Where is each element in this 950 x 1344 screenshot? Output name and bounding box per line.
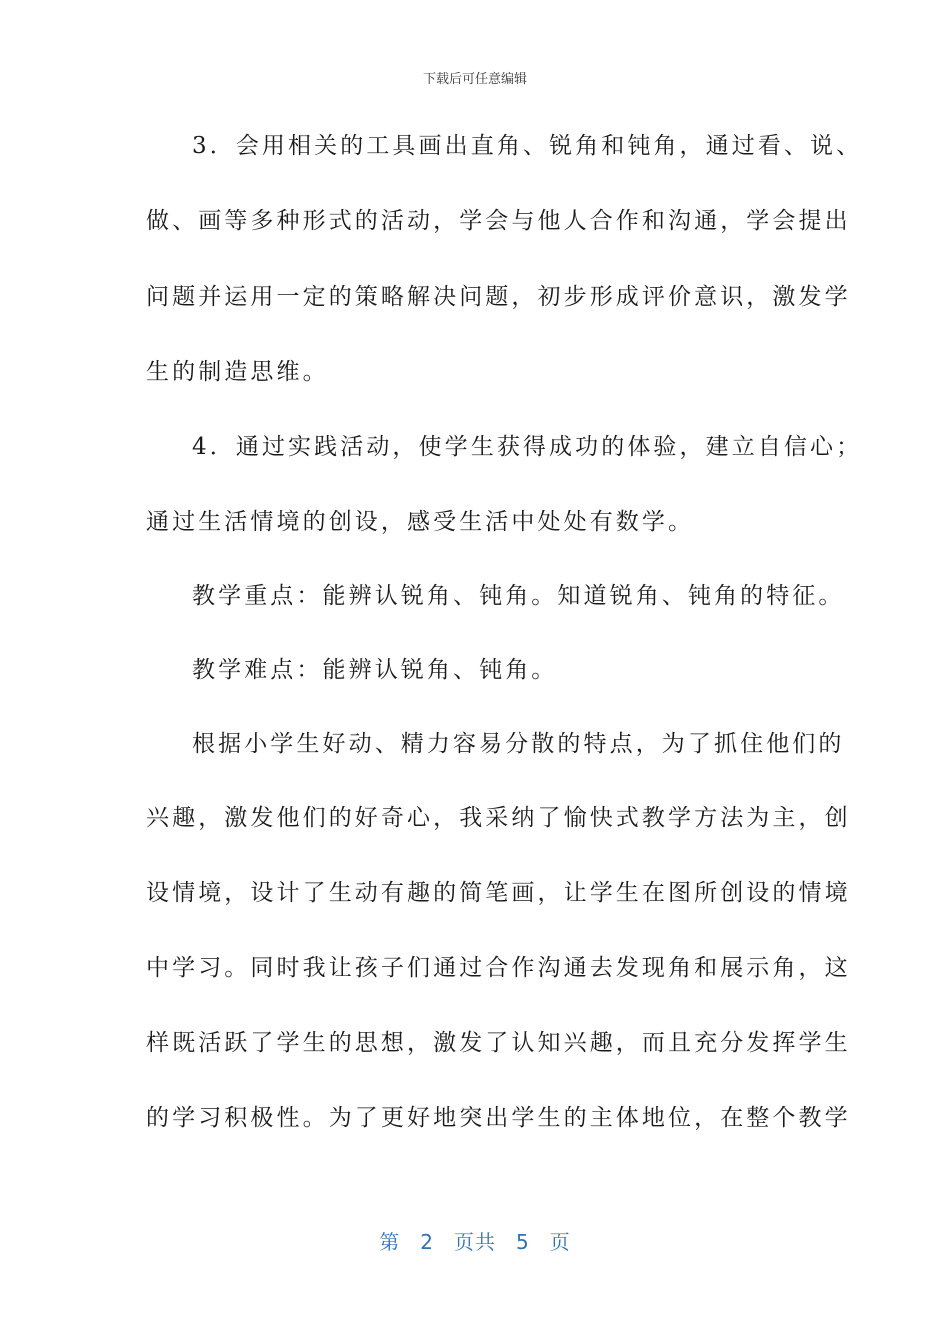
text-line: 中学习。同时我让孩子们通过合作沟通去发现角和展示角，这 (146, 955, 851, 981)
text-line: 设情境，设计了生动有趣的简笔画，让学生在图所创设的情境 (146, 880, 851, 906)
text-line: 的学习积极性。为了更好地突出学生的主体地位，在整个教学 (146, 1105, 851, 1131)
text-line: 生的制造思维。 (146, 359, 329, 385)
text-line: 通过生活情境的创设，感受生活中处处有数学。 (146, 509, 695, 535)
text-line: 问题并运用一定的策略解决问题，初步形成评价意识，激发学 (146, 284, 851, 310)
footer-prefix: 第 (379, 1230, 401, 1254)
text-line: 教学重点：能辨认锐角、钝角。知道锐角、钝角的特征。 (192, 583, 845, 609)
text-line: 4．通过实践活动，使学生获得成功的体验，建立自信心； (192, 434, 863, 460)
text-line: 根据小学生好动、精力容易分散的特点，为了抓住他们的 (192, 731, 845, 757)
text-line: 样既活跃了学生的思想，激发了认知兴趣，而且充分发挥学生 (146, 1030, 851, 1056)
page-footer (0, 1226, 950, 1255)
current-page-number: 2 (420, 1230, 434, 1254)
footer-middle: 页共 (454, 1230, 496, 1254)
text-line: 做、画等多种形式的活动，学会与他人合作和沟通，学会提出 (146, 208, 851, 234)
total-page-count: 5 (516, 1230, 530, 1254)
text-line: 教学难点：能辨认锐角、钝角。 (192, 657, 558, 683)
header-note: 下载后可任意编辑 (422, 72, 527, 87)
text-line: 兴趣，激发他们的好奇心，我采纳了愉快式教学方法为主，创 (146, 805, 851, 831)
text-line: 3．会用相关的工具画出直角、锐角和钝角，通过看、说、 (192, 133, 863, 159)
footer-suffix: 页 (549, 1230, 571, 1254)
